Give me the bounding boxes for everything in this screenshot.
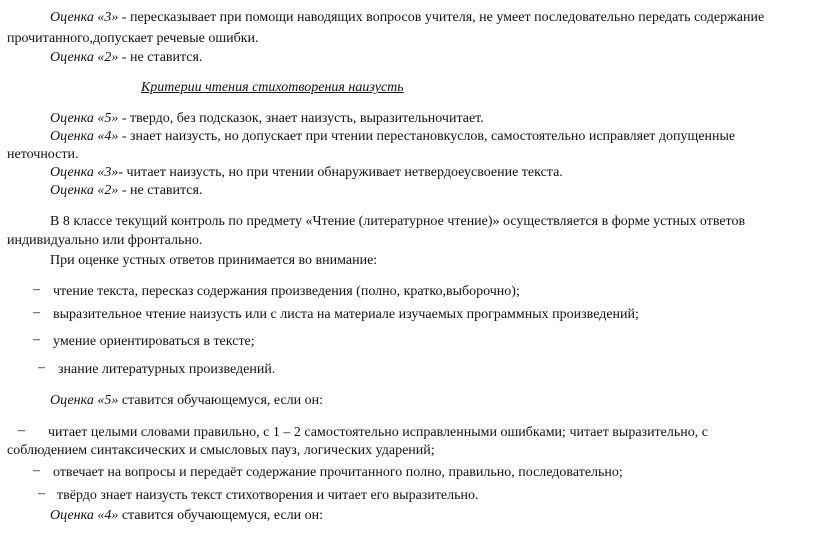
poem-grade3-label: Оценка «3» <box>50 165 119 180</box>
oral-grade5-text: ставится обучающемуся, если он: <box>118 393 324 408</box>
bullet-dash: – <box>18 423 25 438</box>
bullet-dash: – <box>33 305 40 320</box>
oral-grade5-bullet1-line2: соблюдением синтаксических и смысловых пауз, логических ударений; <box>7 443 435 458</box>
bullet-item: чтение текста, пересказ содержания произведения (полно, кратко,выборочно); <box>53 284 520 299</box>
section-title: Критерии чтения стихотворения наизусть <box>141 80 404 95</box>
poem-grade3-text: - читает наизусть, но при чтении обнаруживает нетвердоеусвоение текста. <box>118 165 563 180</box>
poem-grade5-text: - твердо, без подсказок, знает наизусть, выразительночитает. <box>118 111 484 126</box>
bullet-item: умение ориентироваться в тексте; <box>53 334 255 349</box>
poem-grade3-line <box>50 164 563 182</box>
bullet-dash: – <box>38 486 45 501</box>
bullet-item: выразительное чтение наизусть или с листа на материале изучаемых программных произведений; <box>53 307 639 322</box>
oral-grade5-bullet1-line1: читает целыми словами правильно, с 1 – 2 самостоятельно исправленными ошибками; читает выразительно, с <box>48 425 708 440</box>
poem-grade2-text: - не ставится. <box>118 183 203 198</box>
poem-grade4-label: Оценка «4» <box>50 129 119 144</box>
poem-grade2-line <box>50 182 202 200</box>
poem-grade4-text: - знает наизусть, но допускает при чтении перестановкуслов, самостоятельно исправляет допущенные <box>118 129 736 144</box>
grade3-label: Оценка «3» <box>50 10 119 25</box>
grade2-line <box>50 49 202 67</box>
poem-grade5-label: Оценка «5» <box>50 111 119 126</box>
oral-grade5-label: Оценка «5» <box>50 393 119 408</box>
bullet-item: знание литературных произведений. <box>58 362 276 377</box>
attention-line: При оценке устных ответов принимается во внимание: <box>50 253 378 268</box>
poem-grade4-line1 <box>50 128 735 146</box>
grade3-line2: прочитанного,допускает речевые ошибки. <box>7 31 259 46</box>
bullet-dash: – <box>38 360 45 375</box>
grade2-text: - не ставится. <box>118 50 203 65</box>
grade2-label: Оценка «2» <box>50 50 119 65</box>
bullet-dash: – <box>33 282 40 297</box>
grade3-text: - пересказывает при помощи наводящих вопросов учителя, не умеет последовательно передать содержание <box>118 10 765 25</box>
oral-grade4-label: Оценка «4» <box>50 508 119 523</box>
bullet-dash: – <box>33 463 40 478</box>
oral-grade5-line <box>50 392 323 410</box>
poem-grade4-line2: неточности. <box>7 147 79 162</box>
oral-grade5-bullet2: отвечает на вопросы и передаёт содержание прочитанного полно, правильно, последовательно; <box>53 465 623 480</box>
poem-grade2-label: Оценка «2» <box>50 183 119 198</box>
grade3-line1 <box>50 9 764 27</box>
oral-grade5-bullet3: твёрдо знает наизусть текст стихотворения и читает его выразительно. <box>57 488 479 503</box>
grade8-para-line2: индивидуально или фронтально. <box>7 233 203 248</box>
poem-grade5-line <box>50 110 484 128</box>
oral-grade4-line <box>50 507 323 525</box>
oral-grade4-text: ставится обучающемуся, если он: <box>118 508 324 523</box>
bullet-dash: – <box>33 332 40 347</box>
grade8-para-line1: В 8 классе текущий контроль по предмету «Чтение (литературное чтение)» осуществляется в форме устных ответов <box>50 214 746 229</box>
